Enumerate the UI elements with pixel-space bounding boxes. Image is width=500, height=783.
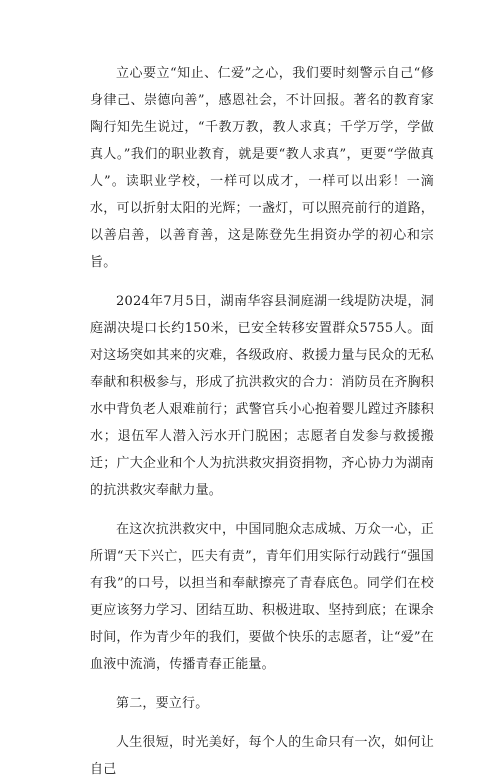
paragraph-3: 在这次抗洪救灾中，中国同胞众志成城、万众一心，正所谓“天下兴亡，匹夫有责”，青年们用实际行动践行“强国有我”的口号，以担当和奉献擦亮了青春底色。同学们在校更应该努力学习、团结互助、积极进取、坚持到底；在课余时间，作为青少年的我们，要做个快乐的志愿者，让“爱”在血液中流淌，传播青春正能量。 [90,522,434,672]
section-heading: 第二，要立行。 [116,696,209,711]
paragraph-1: 立心要立“知止、仁爱”之心，我们要时刻警示自己“修身律己、崇德向善”，感恩社会，不计回报。著名的教育家陶行知先生说过，“千教万教，教人求真；千学万学，学做真人。”我们的职业教育，就是要“教人求真”，更要“学做真人”。读职业学校，一样可以成才，一样可以出彩！一滴水，可以折射太阳的光辉；一盏灯，可以照亮前行的道路，以善启善，以善育善，这是陈登先生捐资办学的初心和宗旨。 [90,66,434,270]
paragraph-2: 2024年7月5日，湖南华容县洞庭湖一线堤防决堤，洞庭湖决堤口长约150米，已安全转移安置群众5755人。面对这场突如其来的灾难，各级政府、救援力量与民众的无私奉献和积极参与，形成了抗洪救灾的合力：消防员在齐胸积水中背负老人艰难前行；武警官兵小心抱着婴儿蹚过齐膝积水；退伍军人潜入污水开门脱困；志愿者自发参与救援搬迁；广大企业和个人为抗洪救灾捐资捐物，齐心协力为湖南的抗洪救灾奉献力量。 [90,294,434,498]
document-body [90,60,434,783]
paragraph-4: 人生很短，时光美好，每个人的生命只有一次，如何让自己 [90,735,434,777]
